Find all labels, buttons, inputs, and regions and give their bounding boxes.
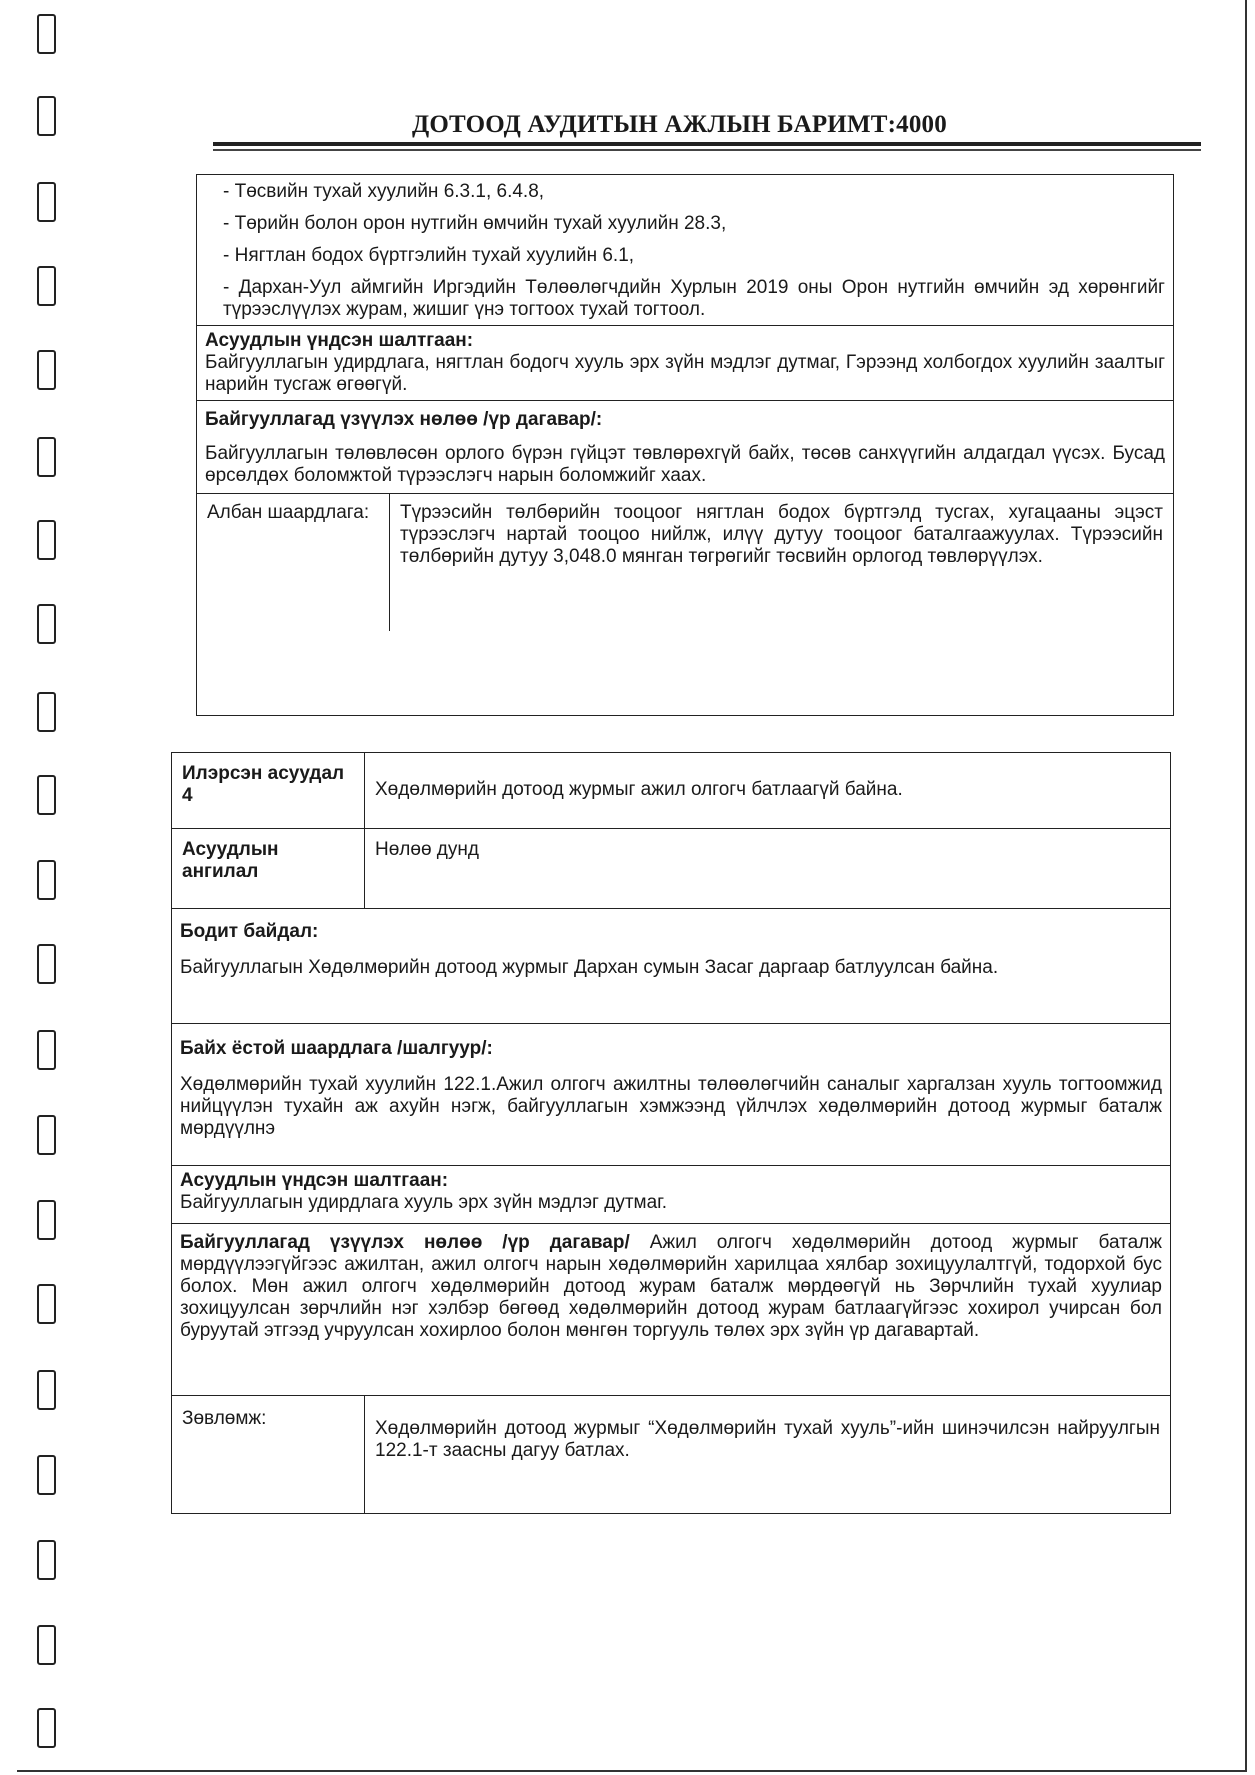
root-cause-label: Асуудлын үндсэн шалтгаан:: [180, 1170, 449, 1191]
finding3-block: [196, 174, 1174, 716]
impact-label: Байгууллагад үзүүлэх нөлөө /үр дагавар/: [180, 1232, 630, 1253]
impact-section: [197, 400, 1173, 493]
criteria-section: [172, 1023, 1170, 1165]
root-cause-section: [197, 325, 1173, 400]
category-label: Асуудлын ангилал: [172, 829, 365, 908]
root-cause-text: Байгууллагын удирдлага, нягтлан бодогч хууль эрх зүйн мэдлэг дутмаг, Гэрээнд холбогдох хуулийн заалтыг нарийн тусгаж өгөөгүй.: [205, 352, 1165, 395]
root-cause-section: [172, 1165, 1170, 1223]
recommendation-text: Хөдөлмөрийн дотоод журмыг “Хөдөлмөрийн тухай хууль”-ийн шинэчилсэн найруулгын 122.1-т заасны дагуу батлах.: [375, 1418, 1160, 1461]
binder-hole: [37, 266, 56, 306]
finding4-block: [171, 752, 1171, 1514]
impact-text: Ажил олгогч хөдөлмөрийн дотоод журмыг баталж мөрдүүлээгүйгээс ажилтан, ажил олгогч нарын хөдөлмөрийн харилцаа хялбар зохицуулалтгүй, тодорхой бус болох. Мөн ажил олгогч хөдөлмөрийн дотоод журам баталж мөрдөөгүй нь Зөрчлийн тухай хуулиар зохицуулсан зөрчлийн нэг хэлбэр бөгөөд хөдөлмөрийн дотоод журам батлаагүйгээс хохирол учирсан бол буруутай этгээд учруулсан хохирлоо болон мөнгөн торгууль төлөх эрх зүйн үр дагавартай.: [180, 1232, 1162, 1341]
binder-hole: [37, 860, 56, 900]
binder-hole: [37, 944, 56, 984]
binder-hole: [37, 437, 56, 477]
impact-label: Байгууллагад үзүүлэх нөлөө /үр дагавар/:: [205, 409, 603, 430]
criteria-text: Хөдөлмөрийн тухай хуулийн 122.1.Ажил олгогч ажилтны төлөөлөгчийн саналыг харгалзан хууль тогтоомжид нийцүүлэн тухайн аж ахуйн нэгж, байгууллагын хэмжээнд үйлчлэх хөдөлмөрийн дотоод журмыг баталж мөрдүүлнэ: [180, 1074, 1162, 1139]
root-cause-text: Байгууллагын удирдлага хууль эрх зүйн мэдлэг дутмаг.: [180, 1192, 668, 1213]
legal-ref-item: - Төрийн болон орон нутгийн өмчийн тухай хуулийн 28.3,: [223, 213, 727, 234]
binder-hole: [37, 692, 56, 732]
binder-hole: [37, 1540, 56, 1580]
binder-hole: [37, 182, 56, 222]
binder-hole: [37, 1455, 56, 1495]
binder-hole: [37, 775, 56, 815]
issue-text: Хөдөлмөрийн дотоод журмыг ажил олгогч батлаагүй байна.: [375, 779, 903, 800]
root-cause-label: Асуудлын үндсэн шалтгаан:: [205, 330, 474, 351]
category-row: [172, 828, 1170, 908]
fact-section: [172, 908, 1170, 1023]
impact-section: [172, 1223, 1170, 1395]
binder-hole: [37, 1370, 56, 1410]
legal-references: [197, 175, 1173, 325]
issue-row: [172, 753, 1170, 828]
requirement-text: Түрээсийн төлбөрийн тооцоог нягтлан бодох бүртгэлд тусгах, хугацааны эцэст түрээслэгч нартай тооцоо нийлж, илүү дутуу тооцоог баталгаажуулах. Түрээсийн төлбөрийн дутуу 3,048.0 мянган төгрөгийг төсвийн орлогод төвлөрүүлэх.: [400, 502, 1163, 567]
requirement-label: Албан шаардлага:: [197, 494, 390, 631]
binder-hole: [37, 1115, 56, 1155]
binder-hole: [37, 1625, 56, 1665]
binder-hole: [37, 350, 56, 390]
binder-hole: [37, 14, 56, 54]
fact-text: Байгууллагын Хөдөлмөрийн дотоод журмыг Дархан сумын Засаг даргаар батлуулсан байна.: [180, 957, 999, 978]
legal-ref-item: - Төсвийн тухай хуулийн 6.3.1, 6.4.8,: [223, 181, 545, 202]
recommendation-label: Зөвлөмж:: [172, 1396, 365, 1513]
binder-hole: [37, 1708, 56, 1748]
criteria-label: Байх ёстой шаардлага /шалгуур/:: [180, 1038, 493, 1059]
binder-hole: [37, 1284, 56, 1324]
binder-hole: [37, 1030, 56, 1070]
legal-ref-item: - Дархан-Уул аймгийн Иргэдийн Төлөөлөгчдийн Хурлын 2019 оны Орон нутгийн өмчийн эд хөрөнгийг түрээслүүлэх журам, жишиг үнэ тогтоох тухай тогтоол.: [223, 277, 1165, 320]
binder-hole: [37, 520, 56, 560]
requirement-row: [197, 493, 1173, 631]
binder-holes: [37, 0, 57, 1775]
document-title: ДОТООД АУДИТЫН АЖЛЫН БАРИМТ:4000: [412, 111, 947, 138]
title-rule: [213, 142, 1201, 146]
binder-hole: [37, 604, 56, 644]
impact-text: Байгууллагын төлөвлөсөн орлого бүрэн гүйцэт төвлөрөхгүй байх, төсөв санхүүгийн алдагдал үүсэх. Бусад өрсөлдөх боломжтой түрээслэгч нарын боломжийг хаах.: [205, 443, 1165, 486]
legal-ref-item: - Нягтлан бодох бүртгэлийн тухай хуулийн 6.1,: [223, 245, 635, 266]
fact-label: Бодит байдал:: [180, 921, 319, 942]
category-text: Нөлөө дунд: [375, 839, 479, 860]
issue-label: Илэрсэн асуудал 4: [172, 753, 365, 828]
binder-hole: [37, 1200, 56, 1240]
title-rule-secondary: [213, 149, 1201, 151]
recommendation-row: [172, 1395, 1170, 1513]
binder-hole: [37, 96, 56, 136]
